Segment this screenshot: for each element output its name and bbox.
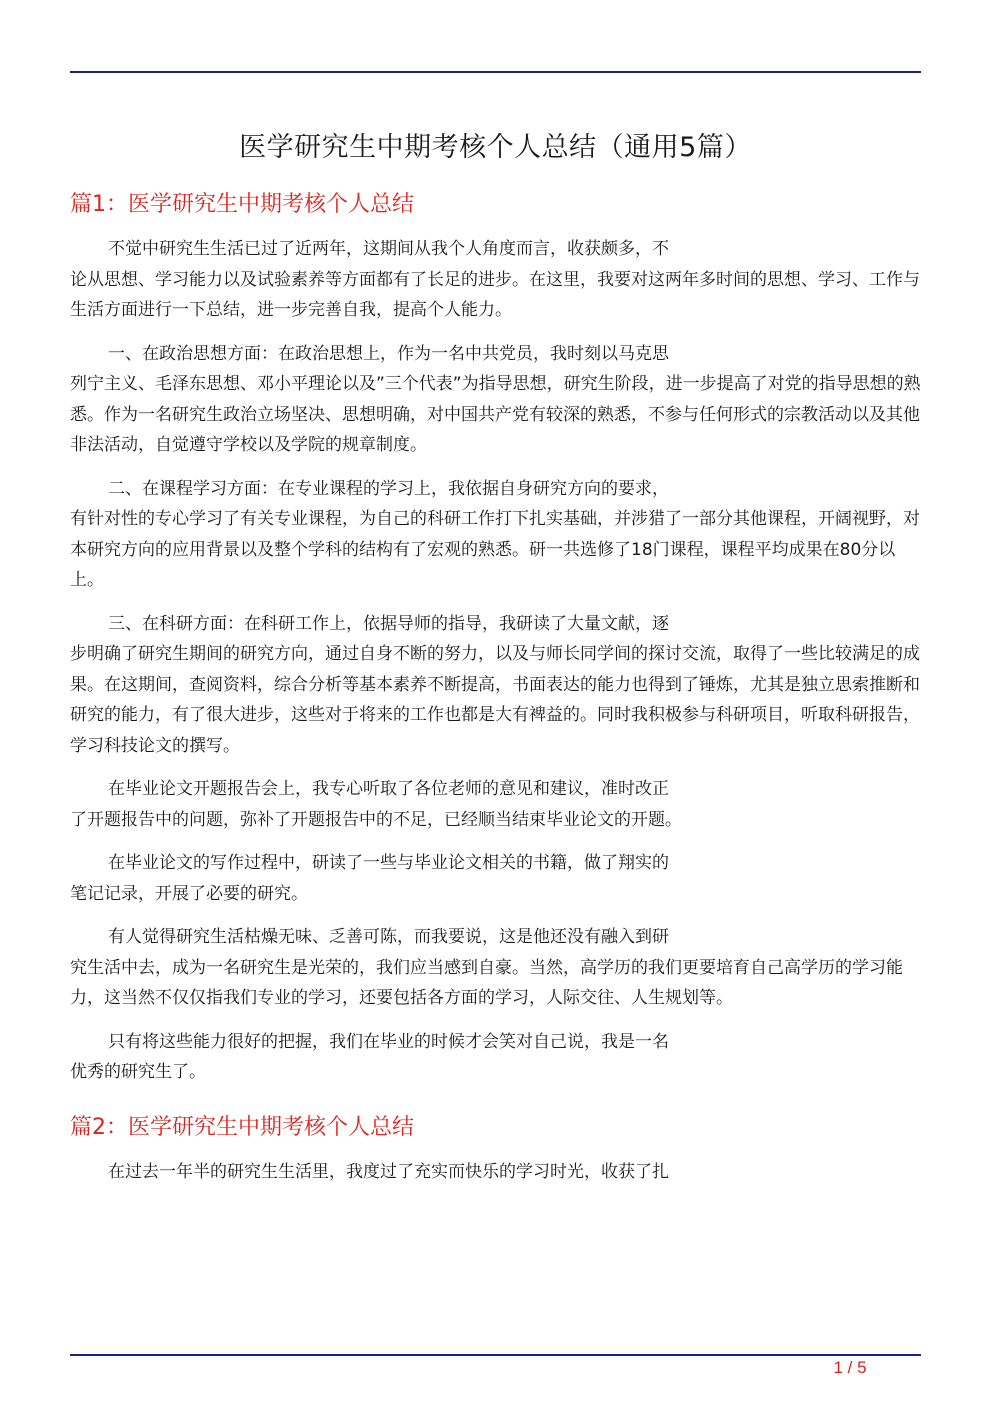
paragraph-text: 步明确了研究生期间的研究方向，通过自身不断的努力，以及与师长同学间的探讨交流，取得了一些比较满足的成果。在这期间，查阅资料，综合分析等基本素养不断提高，书面表达的能力也得到了锤炼，尤其是独立思索推断和研究的能力，有了很大进步，这些对于将来的工作也都是大有裨益的。同时我积极参与科研项目，听取科研报告，学习科技论文的撰写。 xyxy=(70,644,920,756)
paragraph-lead: 在过去一年半的研究生生活里，我度过了充实而快乐的学习时光，收获了扎 xyxy=(108,1161,669,1182)
paragraph-text: 有针对性的专心学习了有关专业课程，为自己的科研工作打下扎实基础，并涉猎了一部分其他课程，开阔视野，对本研究方向的应用背景以及整个学科的结构有了宏观的熟悉。研一共选修了18门课程，课程平均成果在80分以上。 xyxy=(70,509,920,590)
document-title: 医学研究生中期考核个人总结（通用5篇） xyxy=(239,132,752,163)
footer-rule xyxy=(70,1354,921,1356)
paragraph xyxy=(70,474,921,596)
document-body xyxy=(70,118,921,1200)
paragraph xyxy=(70,848,921,909)
page-number: 1 / 5 xyxy=(833,1358,867,1377)
paragraph-text: 优秀的研究生了。 xyxy=(70,1062,206,1082)
section-2 xyxy=(70,1101,921,1188)
paragraph-text: 究生活中去，成为一名研究生是光荣的，我们应当感到自豪。当然，高学历的我们更要培育自己高学历的学习能力，这当然不仅仅指我们专业的学习，还要包括各方面的学习，人际交往、人生规划等。 xyxy=(70,957,903,1008)
paragraph-lead: 在毕业论文的写作过程中，研读了一些与毕业论文相关的书籍，做了翔实的 xyxy=(108,853,669,873)
paragraph-lead: 在毕业论文开题报告会上，我专心听取了各位老师的意见和建议，准时改正 xyxy=(108,779,669,799)
paragraph-lead: 二、在课程学习方面：在专业课程的学习上，我依据自身研究方向的要求， xyxy=(108,478,669,499)
paragraph-text: 列宁主义、毛泽东思想、邓小平理论以及”三个代表”为指导思想，研究生阶段，进一步提高了对党的指导思想的熟悉。作为一名研究生政治立场坚决、思想明确，对中国共产党有较深的熟悉，不参与任何形式的宗教活动以及其他非法活动，自觉遵守学校以及学院的规章制度。 xyxy=(70,374,921,455)
paragraph-text: 笔记记录，开展了必要的研究。 xyxy=(70,883,308,904)
paragraph-lead: 不觉中研究生生活已过了近两年，这期间从我个人角度而言，收获颇多，不 xyxy=(108,239,669,259)
paragraph-lead: 一、在政治思想方面：在政治思想上，作为一名中共党员，我时刻以马克思 xyxy=(108,343,669,364)
paragraph xyxy=(70,922,921,1014)
section-heading: 篇1：医学研究生中期考核个人总结 xyxy=(70,192,414,217)
paragraph xyxy=(70,234,921,326)
paragraph-text: 论从思想、学习能力以及试验素养等方面都有了长足的进步。在这里，我要对这两年多时间的思想、学习、工作与生活方面进行一下总结，进一步完善自我，提高个人能力。 xyxy=(70,269,920,320)
paragraph xyxy=(70,774,921,835)
paragraph-lead: 有人觉得研究生活枯燥无味、乏善可陈，而我要说，这是他还没有融入到研 xyxy=(108,927,669,947)
section-heading: 篇2：医学研究生中期考核个人总结 xyxy=(70,1114,414,1140)
paragraph xyxy=(70,1027,921,1088)
section-1 xyxy=(70,178,921,1088)
header-rule xyxy=(70,71,921,73)
paragraph-lead: 只有将这些能力很好的把握，我们在毕业的时候才会笑对自己说，我是一名 xyxy=(108,1031,669,1052)
paragraph xyxy=(70,1157,921,1188)
paragraph-lead: 三、在科研方面：在科研工作上，依据导师的指导，我研读了大量文献，逐 xyxy=(108,613,669,634)
paragraph xyxy=(70,339,921,461)
paragraph-text: 了开题报告中的问题，弥补了开题报告中的不足，已经顺当结束毕业论文的开题。 xyxy=(70,809,682,830)
paragraph xyxy=(70,609,921,762)
